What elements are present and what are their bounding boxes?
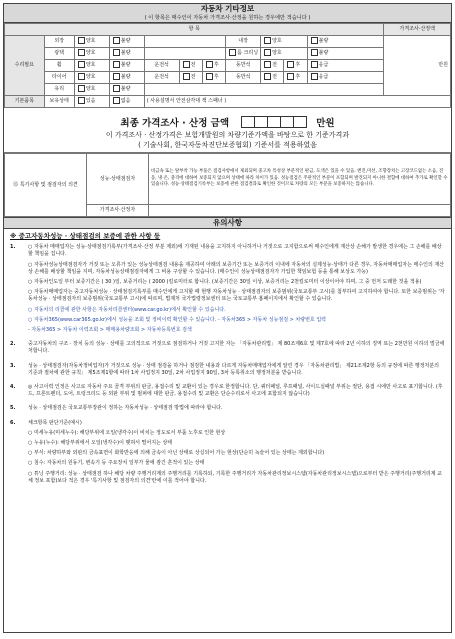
row-name: 외장 [44,36,74,48]
checkbox-front[interactable]: 전 [179,72,202,84]
notice-paragraph: 성능 · 상태점검은 국토교통부장관이 정하는 자동차성능 · 상태점검 방법에 따라야 합니다. [28,405,223,412]
special-notes-label: ⑮ 특기사항 및 점검자의 의견 [5,154,87,217]
notice-paragraph: ○ 부식: 차량하부와 외판의 금속표면이 화학반응에 의해 금속이 아닌 상태로 상실되어 가는 현상(단순히 녹슬어 있는 상태는 제외합니다) [28,450,325,457]
notice-item-1 [10,244,445,337]
driver-seat-label: 운전석 [144,72,179,84]
car365-history-text: - 자동차365 > 자동차 이력조회 > 매매용차량조회 > 자동차등록번호 검색 [28,327,192,334]
checkbox-good[interactable]: 양호 [74,36,109,48]
notice-paragraph: ○ 자동차성능상태점검자가 거짓 또는 오류가 있는 성능상태점검 내용을 제공하여 아래의 보증기간 또는 보증거리 이내에 자동차의 실제성능·상태가 다른 경우, 자동차매매업자는 매수인의 재산상 손해를 배상할 책임을 지며, 자동차성능상태점검자에게 그 비용 구상할 수 있습니다. (매수인이 성능상태점검자가 가입한 책임보험 등을 통해 보상도 가능) [28,261,445,275]
row-name: 유리 [44,84,74,96]
final-price-line2: ( 기술사회, 한국자동차진단보증협회) 기준서를 적용하였음 [138,141,317,149]
checkbox-bad[interactable]: 불량 [109,60,144,72]
checkbox-none[interactable]: 없음 [109,96,144,108]
row-name: 타이어 [44,72,74,84]
notice-item-3 [10,363,445,380]
notice-paragraph: 체크항목 판단기준(예시) [28,419,82,426]
checkbox-rear[interactable]: 후 [202,60,225,72]
item-number: 1. [10,244,16,251]
checkbox-room-clean[interactable]: 룸 크리닝 [226,48,261,60]
basic-items-label: 기본품목 [5,96,45,108]
basic-items-list: ( 사용설명서 안전삼각대 잭 스패너 ) [144,96,450,108]
checkbox-front[interactable]: 전 [179,60,202,72]
checkbox-emergency[interactable]: 응급 [307,72,384,84]
price-value: 만원 [384,36,451,96]
checkbox-rear[interactable]: 후 [284,60,307,72]
col-price-header: 가격조사·산정액 [384,24,451,36]
notice-paragraph: 중고자동차의 구조 · 장치 등의 성능 · 상태를 고의적으로 거짓으로 점검하거나 거짓 고지한 자는 「자동차관리법」 제 80조제6호 및 제7호에 따라 2년 이하의 징역 또는 2천만원 이하의 벌금에 처합니다. [28,341,445,355]
held-status-label: 보유상태 [44,96,74,108]
notice-paragraph: ○ 자동차매매업자는 중고자동차성능 · 상태점검기록부를 매수인에게 고지할 때 현행 자동차성능 · 상태점검자의 보증범위(국토교통부 고시)를 첨부하여 고지하여야 합니다. 또한 보증범위는 '자동차성능 · 상태점검자의 보증범위(국토교통부 고시)에 따르며, 법제처 국가법령정보센터 또는 국토교통부 홈페이지에서 확인할 수 있습니다. [28,289,445,303]
checkbox-bad[interactable]: 불량 [109,36,144,48]
final-price-unit: 만원 [316,118,335,129]
notice-item-6 [10,420,445,488]
section-subtitle: ( 이 항목은 매수인이 자동차 가격조사·산정을 원하는 경우에만 적습니다 ) [144,15,311,21]
notice-paragraph: ○ 튜닝 주행거리: 성능 · 상태점검 하나 해당 차량 주행거리계의 주행거리를 기록하되, 기록한 주행거리가 자동차관리정보시스템(자동차관리정보시스템)으로부터 받은 주행거리(주행거리계 교체 정보 포함)보다 적은 경우 '특기사항 및 점검자의 의견'란에 이를 적어야 합니다. [28,470,443,484]
section-title: 자동차 기타정보 [200,4,255,13]
checkbox-good[interactable]: 양호 [261,48,308,60]
checkbox-good[interactable]: 양호 [74,72,109,84]
notice-paragraph: ○ 자동차 매매업자는 성능·상태점검기록부(가격조사·산정 부분 제외)에 기재된 내용을 고지하지 아니하거나 거짓으로 고지함으로써 매수인에게 재산상 손해가 발생한 경우에는 그 손해를 배상할 책임을 집니다. [28,244,442,258]
driver-seat-label: 운전석 [144,60,179,72]
notice-item-4 [10,384,445,401]
notice-paragraph: ◎ 사고이력 인정은 사고로 자동차 주요 골격 부위의 판금, 용접수리 및 교환이 있는 경우로 한정합니다. 단, 쿼터패널, 루프패널, 사이드실패널 부위는 절단, 용접 시에만 사고로 표기합니다. (후드, 프론트펜더, 도어, 트렁크리드 등 외판 부위 및 범퍼에 대한 판금, 용접수리 및 교환은 단순수리로서 사고에 포함되지 않습니다) [28,384,443,398]
special-notes-table [4,153,451,217]
checkbox-good[interactable]: 양호 [261,36,308,48]
row-name: 광택 [44,48,74,60]
checkbox-bad[interactable]: 불량 [307,36,384,48]
price-boxes[interactable] [242,111,312,130]
item-number: 5. [10,405,16,412]
col-item-header: 항 목 [5,24,384,36]
row-name2: 내장 [226,36,261,48]
final-price-section [4,108,451,153]
notice-body [4,229,451,488]
notice-title: 유의사항 [213,218,242,227]
document-page [3,3,452,633]
section-header [4,4,451,23]
inspector-opinion: 비금속 또는 탈부착 가능 부품은 점검사항에서 제외되며 중고차 특성상 부분적인 판금, 도색은 있을 수 있음. 엔진,미션, 조향장치는 고장코드없는 소음, 진동, 냉·온, 충격에 대하여 보증되지 않으며 상태에 따라 차이가 있음. 성능점검은 주관적인 부분이 포함되며 발견되지 아니한 결함에 대하여 추가로 확인할 수 있습니다. 성능·상태점검기록부는 보증에 관한 점검결과로 확인한 것이므로 차량의 모든 부분을 보증하지는 않습니다. [149,154,451,205]
checkbox-bad[interactable]: 불량 [109,84,144,96]
checkbox-bad[interactable]: 불량 [109,48,144,60]
condition-table [4,23,451,108]
recall-link-text[interactable]: ○ 자동차의 리콜에 관한 사항은 자동차리콜센터(www.car.go.kr)에서 확인할 수 있습니다. [28,306,226,313]
item-number: 3. [10,362,16,369]
checkbox-exist[interactable]: 있음 [74,96,109,108]
passenger-seat-label: 동반석 [226,72,261,84]
notice-item-2 [10,341,445,358]
price-surveyor-label: 가격조사·산정자 [87,205,149,217]
notice-heading: ※ 중고자동차성능 · 상태점검의 보증에 관한 사항 등 [10,232,161,240]
row-name: 휠 [44,60,74,72]
checkbox-good[interactable]: 양호 [74,60,109,72]
item-number: 4. [10,384,16,391]
passenger-seat-label: 동반석 [226,60,261,72]
checkbox-rear[interactable]: 후 [284,72,307,84]
checkbox-bad[interactable]: 불량 [307,48,384,60]
final-price-line1: 이 가격조사 · 산정가격은 보험개발원의 차량기준가액을 바탕으로 한 기준가격과 [105,131,350,139]
checkbox-bad[interactable]: 불량 [109,72,144,84]
item-number: 2. [10,341,16,348]
checkbox-front[interactable]: 전 [261,72,284,84]
notice-paragraph: 성능 · 상태점검자(자동차정비업자)가 거짓으로 성능 · 상태 점검을 하거나 점검한 내용과 다르게 자동차매매업자에게 알린 경우 「자동차관리법」 제21조제2항 등의 규정에 따른 행정처분의 기준과 절차에 관한 규칙」 제5조제1항에 따라 1차 사업정지 30일, 2차 사업정지 90일, 3차 등록취소의 행정처분을 받습니다. [28,362,440,376]
final-price-title: 최종 가격조사 · 산정 금액 [120,118,230,129]
notice-paragraph: ○ 자동차인도일 부터 보증기간은 ( 30 )일, 보증거리는 ( 2000 )킬로미터로 합니다. (보증기간은 30일 이상, 보증거리는 2천킬로미터 이상이어야 하며, 그 중 먼저 도래한 것을 적용) [28,279,422,286]
price-surveyor-opinion[interactable] [149,205,451,217]
car365-link-text[interactable]: ○ 자동차365(www.car365.go.kr)에서 성능을 조회 및 정비이력 확인할 수 있습니다. - 자동차365 > 자동차 성능점검 > 차량번호 입력 [28,316,327,323]
repair-label: 수리필요 [5,36,45,96]
checkbox-emergency[interactable]: 응급 [307,60,384,72]
notice-paragraph: ○ 미세누유(미세누수): 해당부위에 오일(냉각수)이 비치는 정도로서 부품 노후로 인한 현상 [28,429,226,436]
notice-header [4,217,451,229]
notice-paragraph: ○ 누유(누수): 해당부위에서 오일(냉각수)이 맺혀서 떨어지는 상태 [28,440,173,447]
checkbox-rear[interactable]: 후 [202,72,225,84]
item-number: 6. [10,419,16,426]
notice-paragraph: ○ 침수: 자동차의 원동기, 변속기 등 주요장치 일부가 물에 잠긴 흔적이 있는 상태 [28,460,205,467]
checkbox-good[interactable]: 양호 [74,84,109,96]
checkbox-front[interactable]: 전 [261,60,284,72]
inspector-label: 성능·상태점검자 [87,154,149,205]
checkbox-good[interactable]: 양호 [74,48,109,60]
notice-item-5 [10,405,445,415]
